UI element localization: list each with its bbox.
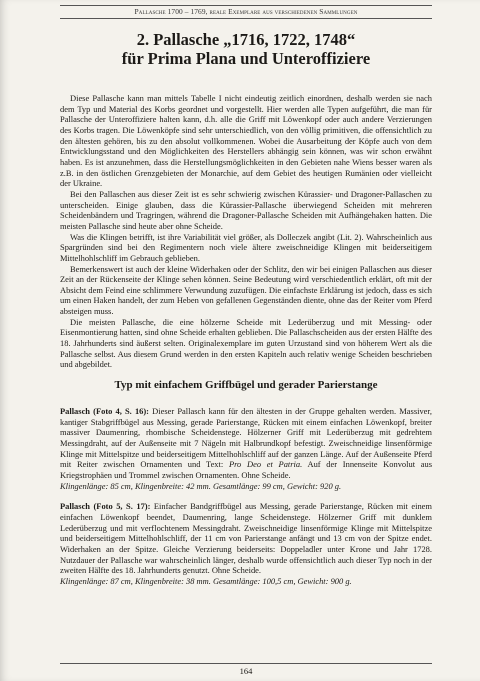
- section-subheading: Typ mit einfachem Griffbügel und gerader Parierstange: [114, 379, 378, 391]
- entry-lead: Pallasch (Foto 5, S. 17):: [60, 501, 151, 512]
- entry-text: Dieser Pallasch kann für den ältesten in der Gruppe gehalten werden. Massiver, kantiger Stabgriffbügel aus Messing, gerade Parierstange, Rücken mit einem einfachen Löwenkopf, breiter massiver Daumenring, rhombische Scheidenstege. Hölzerner Griff mit Lederüberzug mit gedrehtem Messingdraht, auf der Außenseite mit 7 Nägeln mit Halbrundkopf befestigt. Zweischneidige linsenförmige Klinge mit Mittelspitze und beiderseitigem Mittelhohlschliff auf der ganzen Länge. Auf der Außenseite Pferd mit Reiter zwischen Ornamenten und Text:: [60, 406, 432, 470]
- entry-text: Einfacher Bandgriffbügel aus Messing, gerade Parierstange, Rücken mit einem einfachen Löwenkopf beendet, Daumenring, lange Scheidenstege. Hölzerner Griff mit dunklem Lederüberzug und mit verflochtenem Messingdraht. Zweischneidige linsenförmige Klinge mit Mittelspitze und beiderseitigem Mittelhohlschliff, der 11 cm von Parierstange anfängt und 13 cm von der Spitze endet. Widerhaken an der Spitze. Gleiche Verzierung beiderseits: Doppeladler unter Krone und Jahr 1728. Nutzdauer der Pallasche war wahrscheinlich länger, deshalb wurde offensichtlich auch dieser Typ noch in der zweiten Hälfte des 18. Jahrhunderts genutzt. Ohne Scheide.: [60, 501, 432, 576]
- catalog-entry: [60, 406, 432, 481]
- chapter-title-line-1: 2. Pallasche „1716, 1722, 1748“: [136, 30, 356, 49]
- catalog-entries: [60, 406, 432, 587]
- chapter-title: [60, 30, 432, 68]
- entry-dimensions: Klingenlänge: 87 cm, Klingenbreite: 38 mm. Gesamtlänge: 100,5 cm, Gewicht: 900 g.: [60, 575, 352, 586]
- entry-dimensions: Klingenlänge: 85 cm, Klingenbreite: 42 mm. Gesamtlänge: 99 cm, Gewicht: 920 g.: [60, 480, 342, 491]
- entry-text-after: Auf der Innenseite Konvolut aus Kriegstrophäen und Trommel zwischen Ornamenten. Ohne Scheide.: [60, 459, 432, 480]
- chapter-title-line-2: für Prima Plana und Unteroffiziere: [121, 49, 371, 68]
- entry-spacer: [60, 491, 432, 501]
- intro-paragraph: Bemerkenswert ist auch der kleine Widerhaken oder der Schlitz, den wir bei einigen Pallaschen aus dieser Zeit an der Rückenseite der Klinge sehen können. Seine Bedeutung wird verschiedentlich erklärt, oft mit der Absicht dem Feind eine schlimmere Verwundung zuzufügen. Die einfachste Erklärung ist jedoch, dass es sich um einen Haken handelt, der zum Heben von gefallenen Gegenständen diente, ohne das der Reiter vom Pferd absteigen muss.: [60, 263, 432, 317]
- intro-paragraph: Bei den Pallaschen aus dieser Zeit ist es sehr schwierig zwischen Kürassier- und Dragoner-Pallaschen zu unterscheiden. Einige glauben, dass die Kürassier-Pallasche überwiegend Scheiden mit mehreren Scheidenbändern und Tragringen, während die Dragoner-Pallasche Scheiden mit Aufhängehaken hatten. Die meisten Pallasche sind heute aber ohne Scheide.: [60, 188, 432, 231]
- page-number: 164: [60, 663, 432, 677]
- intro-text: [60, 93, 432, 370]
- intro-paragraph: Was die Klingen betrifft, ist ihre Variabilität viel größer, als Dolleczek angibt (Lit. 2). Wahrscheinlich aus Spargründen sind bei den Regimentern noch viele ältere zweischneidige Klingen mit beiderseitigem Mittelhohlschliff im Gebrauch geblieben.: [60, 231, 432, 263]
- intro-paragraph: Die meisten Pallasche, die eine hölzerne Scheide mit Lederüberzug und mit Messing- oder Eisenmontierung hatten, sind ohne Scheide erhalten geblieben. Die Pallaschscheiden aus der ersten Hälfte des 18. Jahrhunderts sind äußerst selten. Originalexemplare im guten Urzustand sind von höherem Wert als die Pallasche selbst. Aus diesem Grund werden in den ersten Kapiteln auch relativ wenige Scheiden beschrieben und abgebildet.: [60, 316, 432, 370]
- catalog-entry: [60, 501, 432, 576]
- intro-paragraph: Diese Pallasche kann man mittels Tabelle I nicht eindeutig zeitlich einordnen, deshalb werden sie nach dem Typ und Material des Korbs geordnet und vorgestellt. Hier werden alle Typen aufgeführt, die man für Pallasche der Unteroffiziere halten kann, d.h. alle die Griff mit Löwenkopf oder auch andere Verzierungen des Korbs tragen. Die Löwenköpfe sind sehr unterschiedlich, von den völlig primitiven, die offensichtlich zu den ältesten gehören, bis zu den absolut vollkommenen. Wobei die Ausarbeitung der Köpfe auch von dem Entwicklungsstand und den Möglichkeiten des Herstellers abhängig sein können, was wir schon erwähnt haben. Es ist anzunehmen, dass die Herstellungsmöglichkeiten in den Gebieten nahe Wiens besser waren als z.B. in den östlichen Grenzgebieten der Monarchie, auf dem Gebiet des heutigen Rumänien oder vielleicht der Ukraine.: [60, 93, 432, 189]
- entry-lead: Pallasch (Foto 4, S. 16):: [60, 406, 149, 416]
- entry-inscription: Pro Deo et Patria.: [228, 459, 303, 470]
- running-header: Pallasche 1700 – 1769, reale Exemplare aus verschiedenen Sammlungen: [60, 5, 432, 19]
